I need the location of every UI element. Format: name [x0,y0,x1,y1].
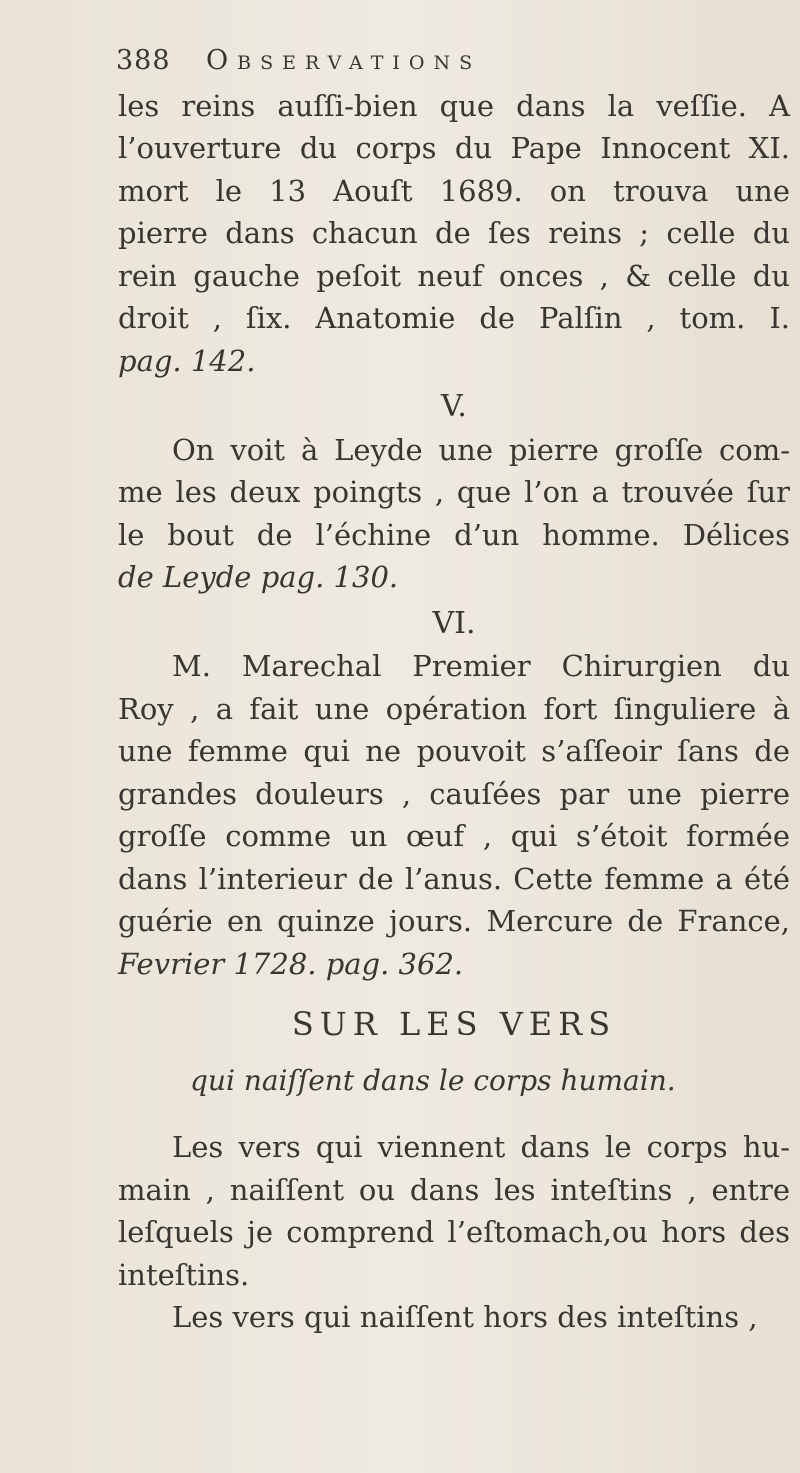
text-line: dans l’interieur de l’anus. Cette femme a été [118,861,790,896]
page-header [118,40,790,83]
text-line: guérie en quinze jours. Mercure de France, [118,904,790,938]
text-block [118,40,790,1339]
text-line: grandes douleurs , cauſées par une pierre [118,776,790,811]
text-line: groſſe comme un œuf , qui s’étoit formée [118,819,790,853]
text-line: de Leyde pag. 130. [118,560,399,594]
text-line: inteſtins. [118,1257,250,1292]
text-line: une femme qui ne pouvoit s’aſſeoir ſans de [118,734,790,768]
paragraph-3 [118,645,790,985]
paragraph-4 [118,1126,790,1296]
text-line: main , naiſſent ou dans les inteſtins , entre [118,1172,790,1207]
text-line: Les vers qui naiſſent hors des inteſtins , [172,1300,758,1334]
text-line: droit , ſix. Anatomie de Palſin , tom. I. [118,301,790,335]
running-title: Observations [206,45,482,76]
text-line: me les deux poingts , que l’on a trouvée ſur [118,475,790,509]
text-line: Les vers qui viennent dans le corps hu- [172,1130,790,1164]
page-number: 388 [116,45,171,76]
text-line: leſquels je comprend l’eſtomach,ou hors des [118,1215,790,1249]
text-line: pierre dans chacun de ſes reins ; celle du [118,216,790,250]
text-line: On voit à Leyde une pierre groſſe com- [172,432,790,467]
section-subheading: qui naiſſent dans le corps humain. [190,1063,676,1097]
section-number-vi: VI. [432,605,476,641]
paragraph-2 [118,429,790,599]
paragraph-1 [118,85,790,383]
text-line: l’ouverture du corps du Pape Innocent XI. [118,131,790,165]
text-line: Fevrier 1728. pag. 362. [118,946,464,981]
text-line: le bout de l’échine d’un homme. Délices [118,517,790,552]
text-line: les reins auſſi-bien que dans la veſſie. A [118,88,790,123]
text-line: Roy , a fait une opération fort ſinguliere à [118,691,790,726]
paragraph-5 [118,1296,790,1339]
text-line: mort le 13 Aouſt 1689. on trouva une [118,173,790,208]
text-line: M. Marechal Premier Chirurgien du [172,649,790,683]
text-line: pag. 142. [118,343,256,378]
text-line: rein gauche peſoit neuf onces , & celle du [118,258,790,293]
section-number-v: V. [441,389,467,424]
section-heading: SUR LES VERS [291,1005,617,1043]
